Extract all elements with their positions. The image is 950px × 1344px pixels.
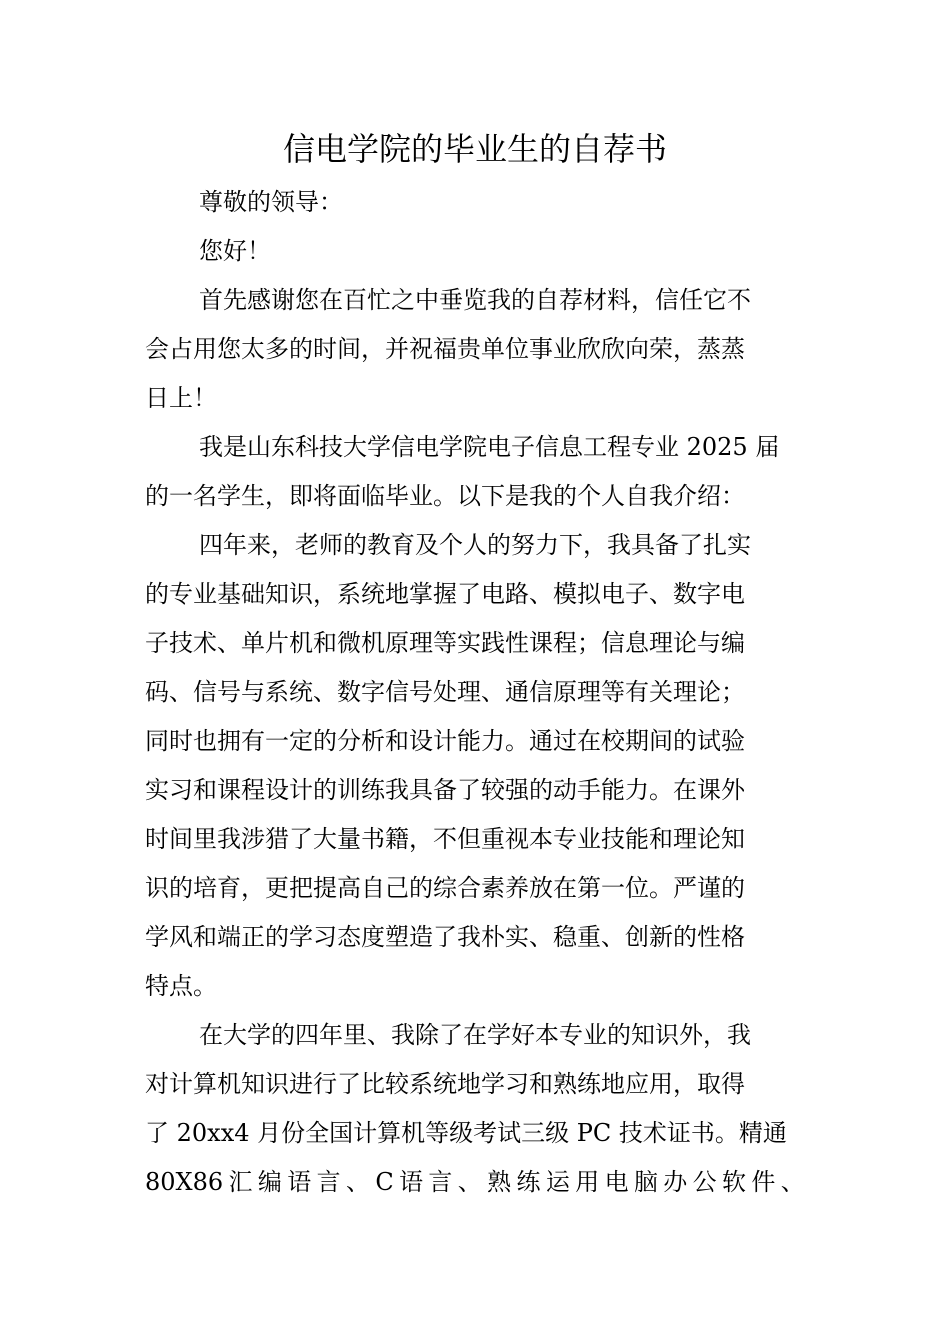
paragraph-line: 会占用您太多的时间，并祝福贵单位事业欣欣向荣，蒸蒸: [145, 335, 745, 363]
word: 办: [663, 1168, 688, 1196]
paragraph-line: 同时也拥有一定的分析和设计能力。通过在校期间的试验: [145, 727, 745, 755]
paragraph-line: 四年来，老师的教育及个人的努力下，我具备了扎实: [199, 531, 751, 559]
word: 用: [575, 1168, 600, 1196]
word: 语: [399, 1168, 424, 1196]
salutation-line: 您好！: [199, 237, 271, 265]
word: C: [375, 1168, 394, 1196]
paragraph-line: 实习和课程设计的训练我具备了较强的动手能力。在课外: [145, 776, 745, 804]
word: 软: [722, 1168, 747, 1196]
word: 汇: [228, 1168, 253, 1196]
word: 、: [457, 1168, 482, 1196]
paragraph-line: 首先感谢您在百忙之中垂览我的自荐材料，信任它不: [199, 286, 751, 314]
word: 熟: [487, 1168, 512, 1196]
paragraph-line: 的专业基础知识，系统地掌握了电路、模拟电子、数字电: [145, 580, 745, 608]
paragraph-line: 日上！: [145, 384, 217, 412]
paragraph-line: 的一名学生，即将面临毕业。以下是我的个人自我介绍：: [145, 482, 745, 510]
justified-paragraph-line: [145, 1158, 805, 1207]
word: 运: [545, 1168, 570, 1196]
paragraph-line: 在大学的四年里、我除了在学好本专业的知识外，我: [199, 1021, 751, 1049]
paragraph-line: 码、信号与系统、数字信号处理、通信原理等有关理论；: [145, 678, 745, 706]
word: 电: [604, 1168, 629, 1196]
paragraph-line: 对计算机知识进行了比较系统地学习和熟练地应用，取得: [145, 1070, 745, 1098]
greeting-line: 尊敬的领导：: [199, 188, 343, 216]
word: 语: [287, 1168, 312, 1196]
document-body: [145, 178, 805, 1207]
word: 言: [316, 1168, 341, 1196]
paragraph-line: 学风和端正的学习态度塑造了我朴实、稳重、创新的性格: [145, 923, 745, 951]
word: 练: [516, 1168, 541, 1196]
paragraph-line: 了 20xx4 月份全国计算机等级考试三级 PC 技术证书。精通: [145, 1119, 787, 1147]
document-title: 信电学院的毕业生的自荐书: [282, 130, 667, 168]
paragraph-line: 识的培育，更把提高自己的综合素养放在第一位。严谨的: [145, 874, 745, 902]
word: 、: [780, 1168, 805, 1196]
word: 公: [692, 1168, 717, 1196]
paragraph-line: 子技术、单片机和微机原理等实践性课程；信息理论与编: [145, 629, 745, 657]
paragraph-line: 特点。: [145, 972, 217, 1000]
word: 脑: [633, 1168, 658, 1196]
word: 80X86: [145, 1168, 224, 1196]
paragraph-line: 我是山东科技大学信电学院电子信息工程专业 2025 届: [199, 433, 780, 461]
word: 件: [751, 1168, 776, 1196]
word: 、: [345, 1168, 370, 1196]
word: 言: [428, 1168, 453, 1196]
paragraph-line: 时间里我涉猎了大量书籍，不但重视本专业技能和理论知: [145, 825, 745, 853]
word: 编: [257, 1168, 282, 1196]
